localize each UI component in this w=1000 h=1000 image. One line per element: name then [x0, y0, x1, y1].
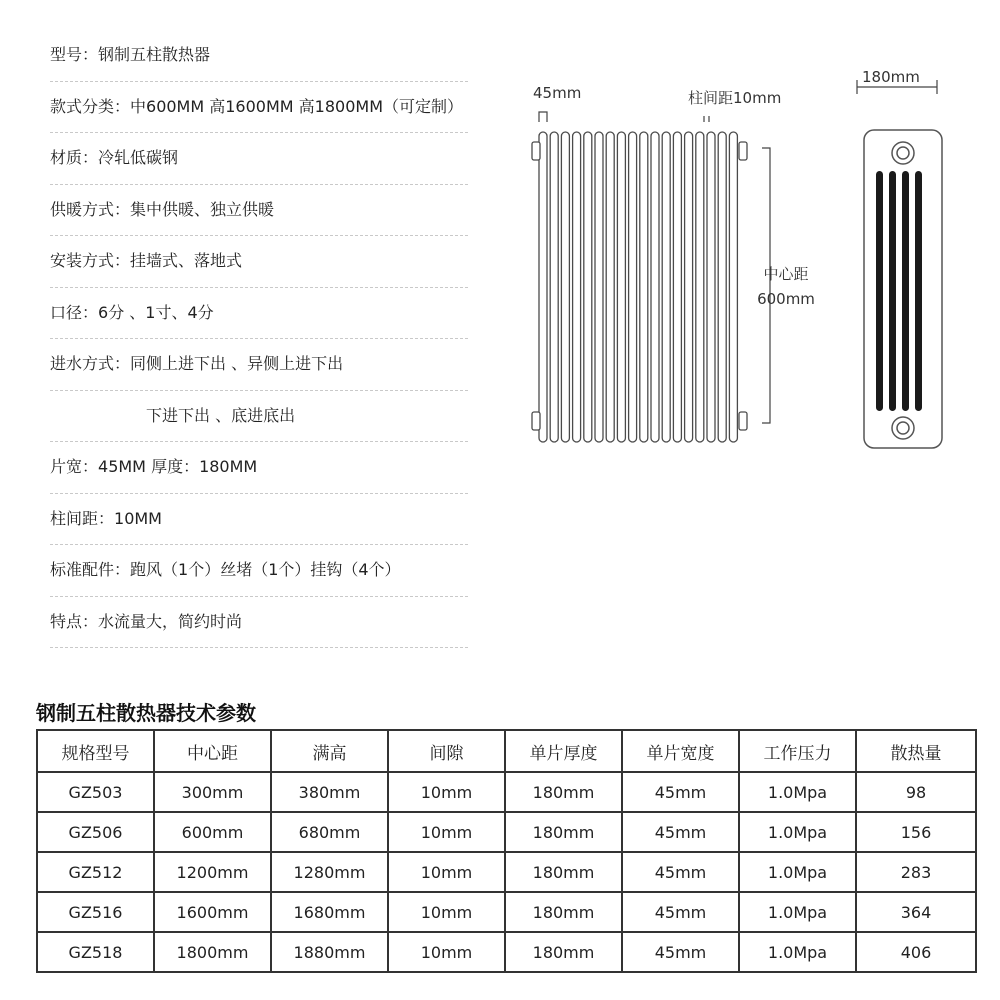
radiator-fin — [573, 132, 581, 442]
table-cell: 1.0Mpa — [739, 932, 856, 972]
spec-row-caliber — [50, 288, 468, 340]
header-gap: 间隙 — [388, 730, 505, 772]
radiator-fin — [707, 132, 715, 442]
table-header-row — [37, 730, 976, 772]
table-cell: GZ512 — [37, 852, 154, 892]
table-title: 钢制五柱散热器技术参数 — [36, 701, 256, 725]
table-cell: 1.0Mpa — [739, 892, 856, 932]
side-column — [902, 171, 909, 411]
spec-value: 钢制五柱散热器 — [98, 45, 211, 64]
table-row — [37, 892, 976, 932]
spec-value: 同侧上进下出 、异侧上进下出 — [130, 354, 344, 373]
radiator-fin — [584, 132, 592, 442]
spec-label: 款式分类： — [50, 96, 131, 116]
table-cell: 680mm — [271, 812, 388, 852]
connector-plug — [739, 142, 747, 160]
table-cell: 283 — [856, 852, 976, 892]
radiator-fin — [561, 132, 569, 442]
radiator-fin — [539, 132, 547, 442]
spec-value: 冷轧低碳钢 — [98, 148, 179, 167]
table-cell: 180mm — [505, 812, 622, 852]
radiator-fin — [662, 132, 670, 442]
table-cell: GZ518 — [37, 932, 154, 972]
table-cell: 180mm — [505, 852, 622, 892]
spec-row-water-inlet — [50, 339, 468, 391]
spec-label: 片宽： — [50, 457, 99, 476]
table-cell: 45mm — [622, 812, 739, 852]
radiator-diagram — [520, 60, 990, 460]
table-cell: 1280mm — [271, 852, 388, 892]
spec-label: 口径： — [50, 302, 99, 322]
spec-value: 下进下出 、底进底出 — [146, 405, 296, 425]
spec-row-install — [50, 236, 468, 288]
table-cell: 1.0Mpa — [739, 772, 856, 812]
table-cell: 10mm — [388, 932, 505, 972]
table-cell: 406 — [856, 932, 976, 972]
spec-list — [50, 30, 468, 648]
radiator-fin — [595, 132, 603, 442]
spec-label: 型号： — [50, 45, 99, 64]
radiator-fin — [606, 132, 614, 442]
table-row — [37, 932, 976, 972]
table-cell: 45mm — [622, 932, 739, 972]
spec-value: 中600MM 高1600MM 高1800MM（可定制） — [130, 96, 463, 116]
side-column — [889, 171, 896, 411]
spec-row-width — [50, 442, 468, 494]
spec-label: 安装方式： — [50, 251, 131, 270]
depth-dimension-label: 180mm — [862, 68, 920, 86]
radiator-fin — [629, 132, 637, 442]
radiator-fin — [718, 132, 726, 442]
table-row — [37, 772, 976, 812]
spec-row-water-inlet-cont — [50, 391, 468, 443]
side-column — [876, 171, 883, 411]
spec-label: 特点： — [50, 611, 99, 631]
connector-plug — [532, 142, 540, 160]
spec-label: 材质： — [50, 148, 99, 167]
params-table-body — [37, 772, 976, 972]
spec-row-material — [50, 133, 468, 185]
radiator-fin — [729, 132, 737, 442]
params-table — [36, 729, 977, 973]
table-cell: 10mm — [388, 812, 505, 852]
table-cell: 1800mm — [154, 932, 271, 972]
table-cell: GZ503 — [37, 772, 154, 812]
center-distance-label-line2: 600mm — [757, 290, 815, 308]
spec-row-heating — [50, 185, 468, 237]
spec-label: 供暖方式： — [50, 199, 131, 219]
table-cell: 10mm — [388, 772, 505, 812]
table-cell: 45mm — [622, 772, 739, 812]
radiator-fin — [617, 132, 625, 442]
table-cell: 1600mm — [154, 892, 271, 932]
table-cell: 300mm — [154, 772, 271, 812]
table-cell: GZ516 — [37, 892, 154, 932]
header-heat-output: 散热量 — [856, 730, 976, 772]
radiator-diagram-svg — [520, 60, 990, 460]
table-cell: 156 — [856, 812, 976, 852]
header-width: 单片宽度 — [622, 730, 739, 772]
table-cell: 1680mm — [271, 892, 388, 932]
spec-value: 跑风（1个）丝堵（1个）挂钩（4个） — [130, 560, 401, 579]
table-row — [37, 812, 976, 852]
table-cell: 180mm — [505, 932, 622, 972]
table-cell: 10mm — [388, 892, 505, 932]
spec-value: 45MM 厚度：180MM — [98, 457, 258, 476]
connector-plug — [532, 412, 540, 430]
table-cell: 45mm — [622, 892, 739, 932]
table-cell: 1.0Mpa — [739, 852, 856, 892]
table-cell: 364 — [856, 892, 976, 932]
spec-label: 柱间距： — [50, 508, 115, 528]
table-cell: 600mm — [154, 812, 271, 852]
table-cell: GZ506 — [37, 812, 154, 852]
width-dimension-label: 45mm — [533, 84, 582, 102]
table-cell: 180mm — [505, 772, 622, 812]
spec-row-style — [50, 82, 468, 134]
radiator-side-view — [864, 130, 942, 448]
radiator-fin — [673, 132, 681, 442]
table-cell: 1880mm — [271, 932, 388, 972]
radiator-fin — [550, 132, 558, 442]
table-cell: 45mm — [622, 852, 739, 892]
spec-row-accessories — [50, 545, 468, 597]
spec-row-spacing — [50, 494, 468, 546]
header-center-distance: 中心距 — [154, 730, 271, 772]
spec-label: 进水方式： — [50, 354, 131, 373]
header-pressure: 工作压力 — [739, 730, 856, 772]
table-cell: 10mm — [388, 852, 505, 892]
radiator-fin — [651, 132, 659, 442]
table-row — [37, 852, 976, 892]
table-cell: 1.0Mpa — [739, 812, 856, 852]
radiator-fin — [696, 132, 704, 442]
connector-plug — [739, 412, 747, 430]
spec-value: 水流量大，简约时尚 — [98, 611, 243, 631]
spacing-dimension-bracket — [704, 116, 709, 122]
header-full-height: 满高 — [271, 730, 388, 772]
table-cell: 1200mm — [154, 852, 271, 892]
spec-value: 10MM — [114, 508, 162, 528]
spec-value: 挂墙式、落地式 — [130, 251, 243, 270]
spacing-dimension-label: 柱间距10mm — [688, 89, 782, 107]
width-dimension-bracket — [539, 112, 547, 122]
radiator-front-view — [532, 132, 747, 442]
radiator-fin — [685, 132, 693, 442]
table-cell: 180mm — [505, 892, 622, 932]
header-model: 规格型号 — [37, 730, 154, 772]
center-distance-label-line1: 中心距 — [763, 265, 809, 283]
spec-row-features — [50, 597, 468, 649]
table-cell: 98 — [856, 772, 976, 812]
header-thickness: 单片厚度 — [505, 730, 622, 772]
spec-value: 集中供暖、独立供暖 — [130, 199, 275, 219]
center-distance-bracket — [762, 148, 770, 423]
spec-row-model — [50, 30, 468, 82]
spec-label: 标准配件： — [50, 560, 131, 579]
spec-value: 6分 、1寸、4分 — [98, 302, 214, 322]
side-column — [915, 171, 922, 411]
radiator-fin — [640, 132, 648, 442]
table-cell: 380mm — [271, 772, 388, 812]
